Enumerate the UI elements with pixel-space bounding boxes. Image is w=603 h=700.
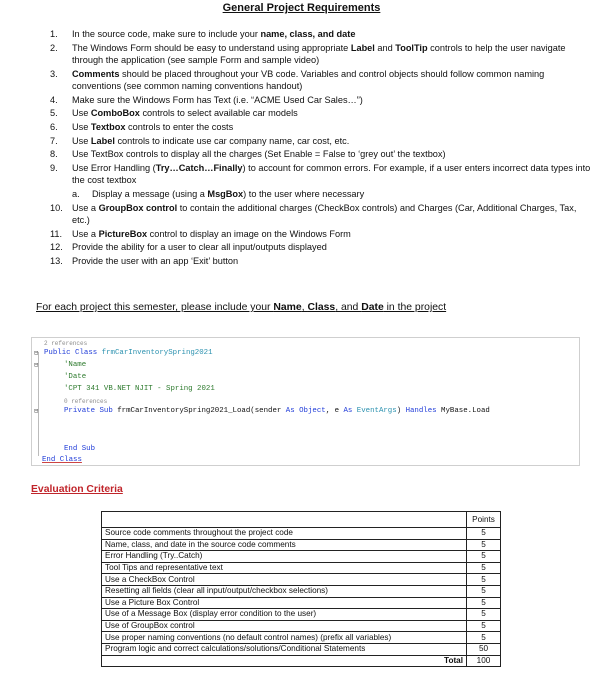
requirement-number: a. [72,189,80,200]
requirement-text: Provide the ability for a user to clear all input/outputs displayed [72,242,327,253]
requirement-text: ) to account for common errors. For example, if a user enters incorrect data types into the cost textbox [72,163,591,186]
code-end-sub: End Sub [64,445,96,453]
requirement-item [50,255,595,267]
requirement-item [50,107,595,119]
requirement-text: In the source code, make sure to include your [72,29,261,39]
requirement-text: control to display an image on the Windows Form [147,228,351,239]
header-blank [102,512,467,528]
requirement-text: Use [72,122,91,133]
criteria-description: Use of GroupBox control [102,620,467,632]
requirement-number: 2. [50,42,58,53]
code-screenshot [31,337,580,466]
criteria-table [101,511,501,667]
code-end-class: End Class [42,456,82,464]
requirement-text: controls to enter the costs [125,122,234,133]
requirement-item [50,228,595,240]
page-title: General Project Requirements [222,2,381,14]
requirement-number: 1. [50,29,58,39]
criteria-description: Use of a Message Box (display error condition to the user) [102,609,467,621]
table-row [102,585,501,597]
requirement-number: 12. [50,242,63,253]
requirement-text: Use a [72,202,99,213]
requirement-text: and [374,42,396,53]
total-points: 100 [467,655,501,667]
requirement-text: MsgBox [207,189,244,200]
project-note: For each project this semester, please include your Name, Class, and Date in the project [36,302,447,313]
code-comment: 'Name [64,361,87,369]
table-row [102,574,501,586]
criteria-points: 5 [467,539,501,551]
requirement-item [50,94,595,106]
points-header: Points [467,512,501,528]
criteria-points: 50 [467,643,501,655]
collapse-icon: ⊟ [34,408,39,416]
requirement-text: Use [72,135,91,146]
requirement-number: 11. [50,228,63,239]
requirement-item [50,162,595,187]
criteria-description: Use a Picture Box Control [102,597,467,609]
requirement-text: Make sure the Windows Form has Text (i.e. “ACME Used Car Sales…”) [72,94,363,105]
criteria-description: Name, class, and date in the source code comments [102,539,467,551]
requirements-list [50,28,595,269]
table-header-row [102,512,501,528]
requirement-text: controls to help the user navigate through the application (see sample Form and sample video) [72,42,566,65]
requirement-text: Use a [72,228,99,239]
requirement-text: Use Error Handling ( [72,163,156,174]
total-row [102,655,501,667]
collapse-icon: ⊟ [34,350,39,358]
requirement-text: PictureBox [98,228,148,239]
criteria-description: Resetting all fields (clear all input/output/checkbox selections) [102,585,467,597]
criteria-points: 5 [467,551,501,563]
table-row [102,551,501,563]
requirement-text: to contain the additional charges (CheckBox controls) and Charges (Car, Additional Charges, Tax, etc.) [72,202,577,226]
code-line-sub: Private Sub frmCarInventorySpring2021_Load(sender As Object, e As EventArgs) Handles MyBase.Load [64,407,490,415]
requirement-text: Use [72,108,91,119]
requirement-item [50,68,595,93]
criteria-points: 5 [467,585,501,597]
criteria-points: 5 [467,609,501,621]
code-line-class: Public Class frmCarInventorySpring2021 [44,349,213,357]
criteria-points: 5 [467,574,501,586]
requirement-number: 4. [50,94,58,105]
requirement-item [50,28,595,40]
requirement-text: Label [90,135,115,146]
table-row [102,643,501,655]
code-comment: 'Date [64,373,87,381]
table-row [102,562,501,574]
code-comment: 'CPT 341 VB.NET NJIT - Spring 2021 [64,385,215,393]
table-row [102,528,501,540]
requirement-text: Try…Catch…Finally [155,163,243,174]
requirement-number: 9. [50,163,58,174]
requirement-text: Use TextBox controls to display all the charges (Set Enable = False to ‘grey out’ the textbox) [72,149,446,160]
requirement-number: 6. [50,122,58,133]
criteria-description: Use proper naming conventions (no default control names) (prefix all variables) [102,632,467,644]
requirement-item [50,202,595,227]
requirement-text: Label [350,42,375,53]
requirement-text: ComboBox [90,108,140,119]
criteria-points: 5 [467,528,501,540]
table-row [102,597,501,609]
requirement-item [50,42,595,67]
requirement-number: 13. [50,256,63,267]
requirement-text: Display a message (using a [92,189,208,200]
requirement-text: Comments [72,68,120,79]
requirement-number: 7. [50,135,58,146]
requirement-text: controls to indicate use car company name, car cost, etc. [114,135,350,146]
requirement-number: 5. [50,108,58,119]
requirement-item [50,148,595,160]
requirement-text: Provide the user with an app ‘Exit’ button [72,256,239,267]
requirement-text: should be placed throughout your VB code. Variables and control objects should follow common naming conventions (see common naming conventions handout) [72,68,545,91]
requirement-number: 10. [50,202,63,213]
criteria-points: 5 [467,620,501,632]
criteria-description: Error Handling (Try..Catch) [102,551,467,563]
requirement-text: ) to the user where necessary [243,189,365,200]
table-row [102,609,501,621]
requirement-text: name, class, and date [260,29,356,39]
requirement-number: 3. [50,68,58,79]
table-row [102,632,501,644]
requirement-item [50,135,595,147]
requirement-item [50,241,595,253]
requirement-text: GroupBox control [98,202,178,213]
requirement-text: The Windows Form should be easy to understand using appropriate [72,42,351,53]
table-row [102,620,501,632]
requirement-number: 8. [50,149,58,160]
requirement-text: ToolTip [395,42,428,53]
criteria-description: Tool Tips and representative text [102,562,467,574]
table-row [102,539,501,551]
criteria-description: Use a CheckBox Control [102,574,467,586]
criteria-points: 5 [467,562,501,574]
criteria-description: Source code comments throughout the project code [102,528,467,540]
requirement-item [50,121,595,133]
criteria-description: Program logic and correct calculations/solutions/Conditional Statements [102,643,467,655]
requirement-text: controls to select available car models [139,108,298,119]
collapse-icon: ⊟ [34,362,39,370]
code-references: 0 references [64,398,108,405]
evaluation-heading: Evaluation Criteria [31,484,123,495]
requirement-text: Textbox [90,122,126,133]
code-references: 2 references [44,340,88,347]
criteria-points: 5 [467,597,501,609]
total-label: Total [102,655,467,667]
requirement-item [50,188,595,200]
criteria-points: 5 [467,632,501,644]
